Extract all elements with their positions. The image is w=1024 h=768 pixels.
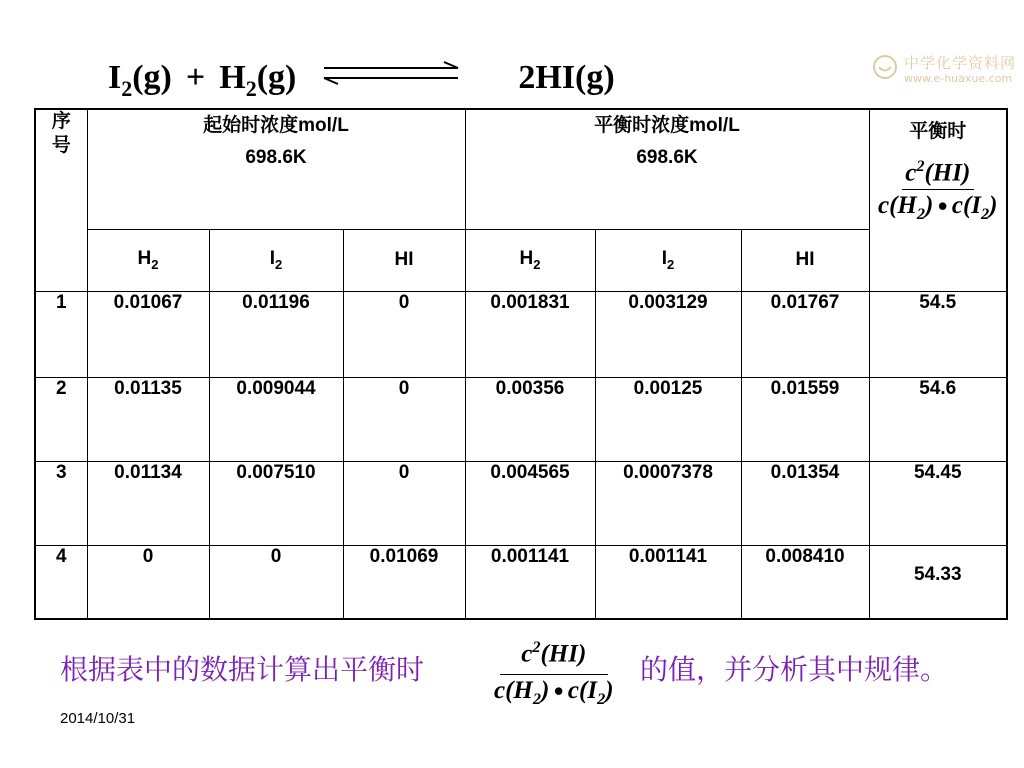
table-row — [35, 461, 1007, 545]
cell-init-i2: 0.01196 — [209, 291, 343, 377]
reactant-hydrogen: $H_2(g)$ — [219, 59, 297, 101]
col-header-init-hi: HI — [343, 229, 465, 291]
cell-eq-h2: 0.001831 — [465, 291, 595, 377]
table-row — [35, 545, 1007, 619]
cell-init-hi: 0 — [343, 377, 465, 461]
cell-eq-i2: 0.0007378 — [595, 461, 741, 545]
cell-init-h2: 0.01135 — [87, 377, 209, 461]
row-seq: 4 — [35, 545, 87, 619]
seq-header: 序号 — [35, 109, 87, 291]
question-text-after: 的值，并分析其中规律。 — [640, 653, 949, 686]
cell-eq-hi: 0.01354 — [741, 461, 869, 545]
row-seq: 1 — [35, 291, 87, 377]
col-header-eq-i2: $I_2$ — [595, 229, 741, 291]
cell-init-i2: 0.007510 — [209, 461, 343, 545]
cell-k-value: 54.45 — [869, 461, 1007, 545]
row-seq: 2 — [35, 377, 87, 461]
cell-k-value: 54.6 — [869, 377, 1007, 461]
flask-logo-icon — [872, 54, 898, 80]
col-header-eq-hi: HI — [741, 229, 869, 291]
cell-init-h2: 0.01134 — [87, 461, 209, 545]
plus-sign: + — [185, 59, 206, 96]
reactant-iodine: $I_2(g)$ — [108, 59, 172, 101]
slide-date: 2014/10/31 — [60, 710, 136, 727]
cell-eq-h2: 0.001141 — [465, 545, 595, 619]
col-header-init-i2: $I_2$ — [209, 229, 343, 291]
cell-eq-i2: 0.001141 — [595, 545, 741, 619]
col-header-init-h2: $H_2$ — [87, 229, 209, 291]
cell-init-hi: 0.01069 — [343, 545, 465, 619]
reaction-equation — [108, 48, 615, 101]
k-formula: $\frac{c^2(HI)}{c(H_2) ● c(I_2)}$ — [877, 157, 998, 224]
cell-eq-hi: 0.01559 — [741, 377, 869, 461]
footer-k-formula: $\frac{c^2(HI)}{c(H_2) ● c(I_2)}$ — [494, 638, 614, 709]
cell-eq-h2: 0.004565 — [465, 461, 595, 545]
watermark-site-name: 中学化学资料网 — [904, 54, 1017, 72]
product-hi: 2HI(g) — [518, 59, 615, 96]
equilibrium-arrow-icon — [316, 54, 466, 94]
watermark-logo — [872, 50, 1022, 90]
equilibrium-constant-header: 平衡时 $\frac{c^2(HI)}{c(H_2) ● c(I_2)}$ — [869, 109, 1007, 291]
cell-init-h2: 0 — [87, 545, 209, 619]
cell-init-hi: 0 — [343, 291, 465, 377]
table-row — [35, 377, 1007, 461]
cell-init-hi: 0 — [343, 461, 465, 545]
question-text-before: 根据表中的数据计算出平衡时 — [60, 653, 425, 686]
cell-eq-h2: 0.00356 — [465, 377, 595, 461]
cell-eq-hi: 0.008410 — [741, 545, 869, 619]
cell-k-value: 54.33 — [869, 545, 1007, 619]
equilibrium-data-table — [34, 108, 1008, 620]
col-header-eq-h2: $H_2$ — [465, 229, 595, 291]
cell-eq-i2: 0.00125 — [595, 377, 741, 461]
row-seq: 3 — [35, 461, 87, 545]
initial-concentration-header: 起始时浓度mol/L 698.6K — [87, 109, 465, 229]
cell-init-i2: 0 — [209, 545, 343, 619]
watermark-url: www.e-huaxue.com — [904, 72, 1013, 85]
cell-eq-i2: 0.003129 — [595, 291, 741, 377]
cell-init-i2: 0.009044 — [209, 377, 343, 461]
equilibrium-concentration-header: 平衡时浓度mol/L 698.6K — [465, 109, 869, 229]
cell-k-value: 54.5 — [869, 291, 1007, 377]
cell-eq-hi: 0.01767 — [741, 291, 869, 377]
cell-init-h2: 0.01067 — [87, 291, 209, 377]
table-row — [35, 291, 1007, 377]
